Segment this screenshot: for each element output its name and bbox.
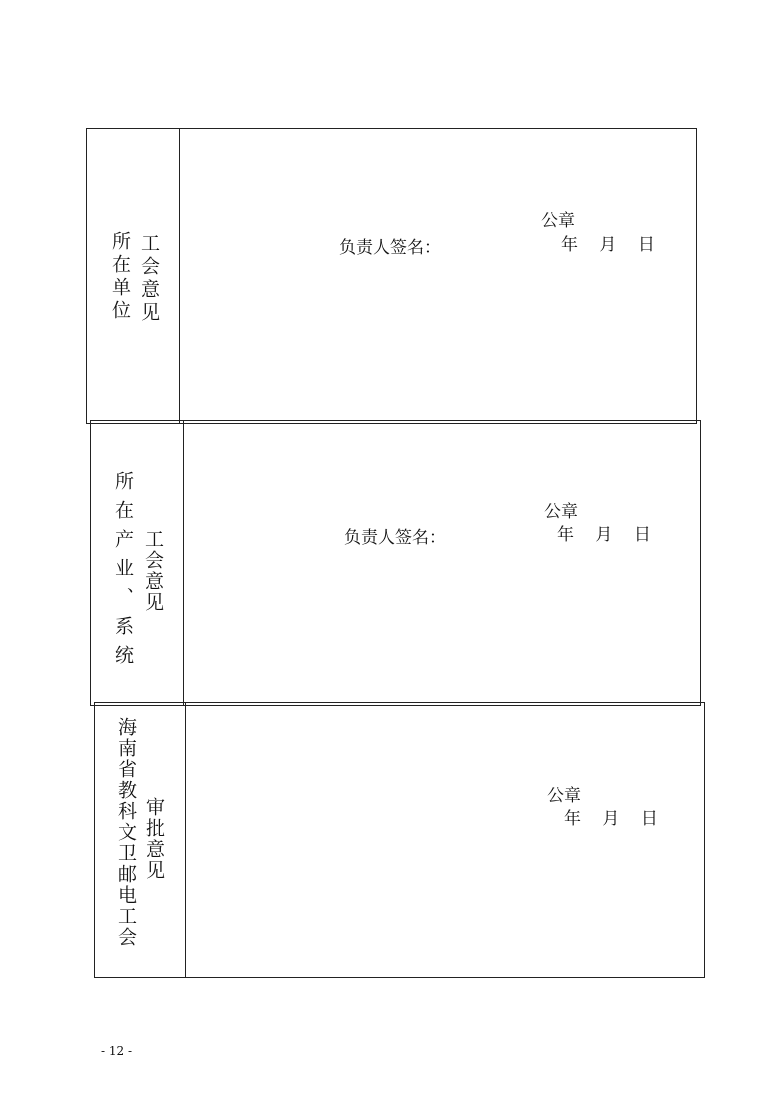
date-month: 月 (595, 525, 613, 545)
signature-label: 负责人签名： (339, 238, 441, 258)
date-month: 月 (602, 809, 620, 829)
date-day: 日 (640, 809, 658, 829)
row-sublabel-approval-opinion: 审批意见 (143, 797, 165, 881)
date-year: 年 (564, 809, 581, 829)
row-label-unit: 所在单位 (109, 231, 131, 323)
column-divider (183, 421, 184, 705)
date-day: 日 (633, 525, 651, 545)
official-seal-label: 公章 (544, 502, 578, 522)
row-label-provincial-union: 海南省教科文卫邮电工会 (115, 717, 137, 948)
column-divider (185, 703, 186, 977)
page-number: - 12 - (101, 1044, 133, 1058)
date-line (557, 520, 651, 545)
signature-label: 负责人签名： (344, 528, 446, 548)
date-line (561, 230, 655, 255)
official-seal-label: 公章 (547, 786, 581, 806)
column-divider (179, 129, 180, 423)
row-sublabel-union-opinion: 工会意见 (138, 233, 160, 325)
form-row-unit-union (86, 128, 697, 424)
row-label-industry-system: 所在产业、系统 (112, 471, 134, 674)
form-row-provincial-approval (94, 702, 705, 978)
official-seal-label: 公章 (541, 211, 575, 231)
date-month: 月 (599, 235, 617, 255)
form-row-industry-union (90, 420, 701, 706)
date-line (564, 804, 658, 829)
date-day: 日 (637, 235, 655, 255)
date-year: 年 (557, 525, 574, 545)
row-sublabel-union-opinion: 工会意见 (142, 529, 164, 613)
date-year: 年 (561, 235, 578, 255)
